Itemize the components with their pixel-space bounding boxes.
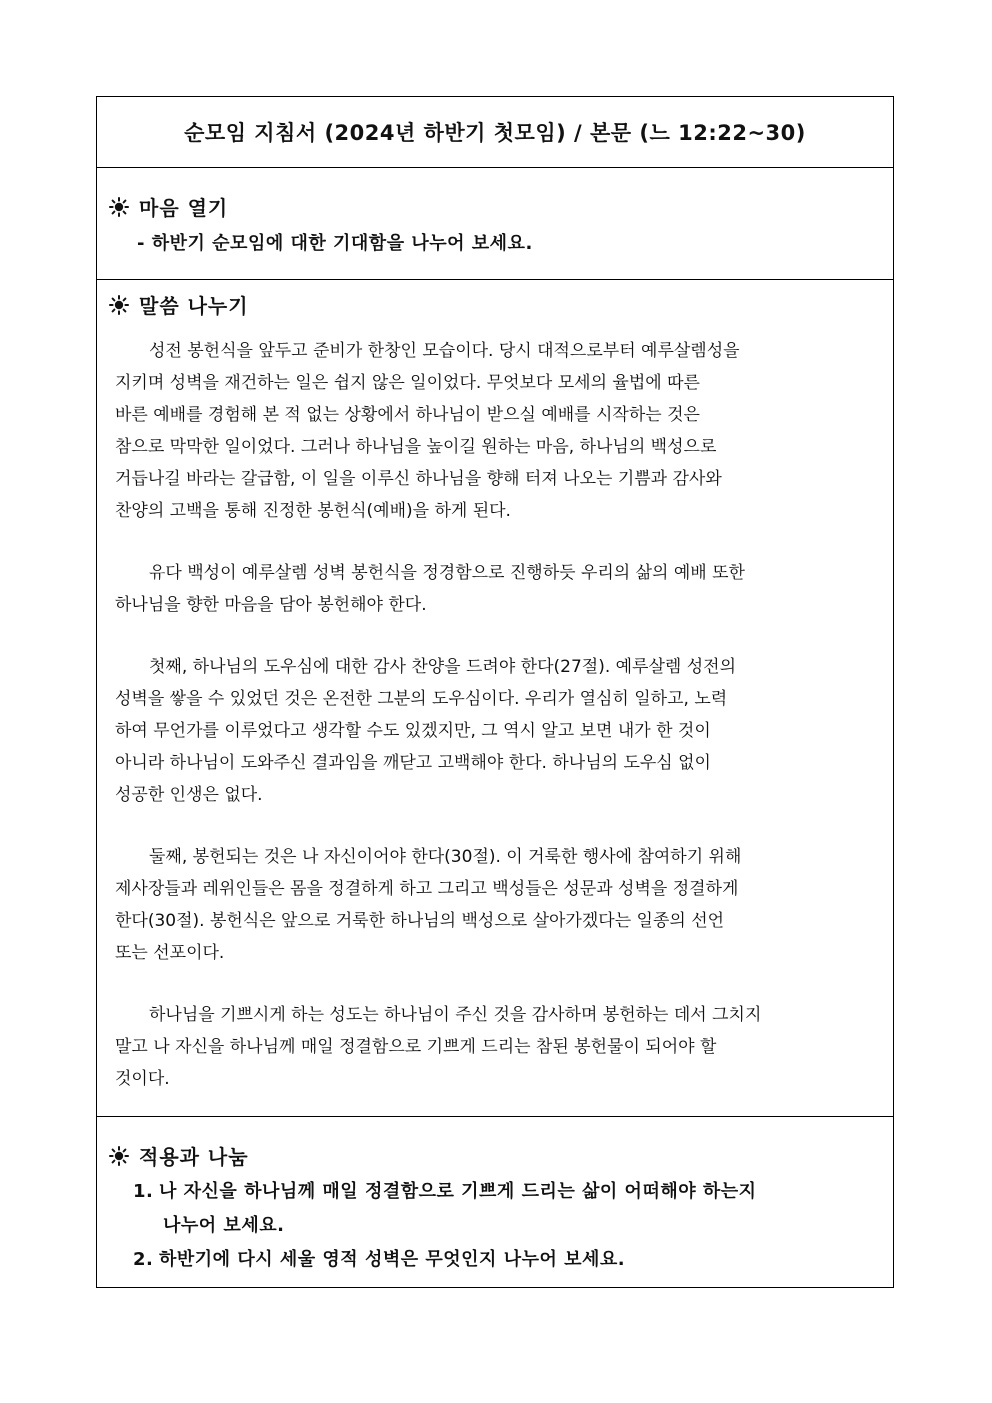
- paragraph: [115, 841, 885, 969]
- question-line: 나누어 보세요.: [163, 1215, 285, 1236]
- question-item: [133, 1243, 757, 1277]
- sermon-body: [115, 335, 885, 1125]
- question-number: 2.: [133, 1249, 154, 1270]
- paragraph-line: 찬양의 고백을 통해 진정한 봉헌식(예배)을 하게 된다.: [115, 501, 511, 521]
- paragraph: [115, 557, 885, 621]
- paragraph: [115, 335, 885, 527]
- paragraph-line: 지키며 성벽을 재건하는 일은 쉽지 않은 일이었다. 무엇보다 모세의 율법에 따른: [115, 373, 700, 393]
- guide-document: [96, 96, 894, 1288]
- title-row: [97, 97, 893, 168]
- paragraph-line: 하나님을 기쁘시게 하는 성도는 하나님이 주신 것을 감사하며 봉헌하는 데서 그치지: [149, 1005, 762, 1025]
- section-opening: [97, 168, 893, 280]
- question-list: [133, 1175, 757, 1277]
- sun-icon: [109, 1146, 129, 1166]
- section-apply-heading: [109, 1141, 249, 1170]
- sun-icon: [109, 197, 129, 217]
- paragraph-line: 하나님을 향한 마음을 담아 봉헌해야 한다.: [115, 595, 427, 615]
- question-number: 1.: [133, 1181, 154, 1202]
- paragraph-line: 첫째, 하나님의 도우심에 대한 감사 찬양을 드려야 한다(27절). 예루살렘 성전의: [149, 657, 736, 677]
- paragraph-line: 참으로 막막한 일이었다. 그러나 하나님을 높이길 원하는 마음, 하나님의 백성으로: [115, 437, 717, 457]
- section-opening-heading: [109, 192, 228, 221]
- question-text: [159, 1243, 625, 1277]
- paragraph: [115, 651, 885, 811]
- section-word: [97, 280, 893, 1117]
- question-line: 나 자신을 하나님께 매일 정결함으로 기쁘게 드리는 삶이 어떠해야 하는지: [159, 1181, 757, 1202]
- section-word-heading: [109, 290, 249, 319]
- paragraph-line: 아니라 하나님이 도와주신 결과임을 깨닫고 고백해야 한다. 하나님의 도우심 없이: [115, 753, 711, 773]
- paragraph-line: 한다(30절). 봉헌식은 앞으로 거룩한 하나님의 백성으로 살아가겠다는 일종의 선언: [115, 911, 725, 931]
- question-line: 하반기에 다시 세울 영적 성벽은 무엇인지 나누어 보세요.: [159, 1249, 626, 1270]
- paragraph-line: 성공한 인생은 없다.: [115, 785, 263, 805]
- section-title: 적용과 나눔: [139, 1145, 249, 1169]
- paragraph-line: 바른 예배를 경험해 본 적 없는 상황에서 하나님이 받으실 예배를 시작하는 것은: [115, 405, 700, 425]
- paragraph-line: 유다 백성이 예루살렘 성벽 봉헌식을 정경함으로 진행하듯 우리의 삶의 예배 또한: [149, 563, 745, 583]
- sun-icon: [109, 295, 129, 315]
- section-title: 말씀 나누기: [139, 294, 249, 318]
- paragraph-line: 말고 나 자신을 하나님께 매일 정결함으로 기쁘게 드리는 참된 봉헌물이 되어야 할: [115, 1037, 717, 1057]
- paragraph-line: 제사장들과 레위인들은 몸을 정결하게 하고 그리고 백성들은 성문과 성벽을 정결하게: [115, 879, 739, 899]
- paragraph-line: 것이다.: [115, 1069, 170, 1089]
- paragraph: [115, 999, 885, 1095]
- opening-prompt: - 하반기 순모임에 대한 기대함을 나누어 보세요.: [137, 233, 533, 254]
- question-text: [159, 1175, 757, 1243]
- paragraph-line: 성벽을 쌓을 수 있었던 것은 온전한 그분의 도우심이다. 우리가 열심히 일하고, 노력: [115, 689, 728, 709]
- paragraph-line: 둘째, 봉헌되는 것은 나 자신이어야 한다(30절). 이 거룩한 행사에 참여하기 위해: [149, 847, 742, 867]
- paragraph-line: 하여 무언가를 이루었다고 생각할 수도 있겠지만, 그 역시 알고 보면 내가 한 것이: [115, 721, 711, 741]
- paragraph-line: 성전 봉헌식을 앞두고 준비가 한창인 모습이다. 당시 대적으로부터 예루살렘성을: [149, 341, 740, 361]
- section-title: 마음 열기: [139, 196, 229, 220]
- paragraph-line: 또는 선포이다.: [115, 943, 225, 963]
- question-item: [133, 1175, 757, 1243]
- section-apply: [97, 1117, 893, 1287]
- document-title: 순모임 지침서 (2024년 하반기 첫모임) / 본문 (느 12:22~30): [184, 121, 806, 145]
- paragraph-line: 거듭나길 바라는 갈급함, 이 일을 이루신 하나님을 향해 터져 나오는 기쁨과 감사와: [115, 469, 722, 489]
